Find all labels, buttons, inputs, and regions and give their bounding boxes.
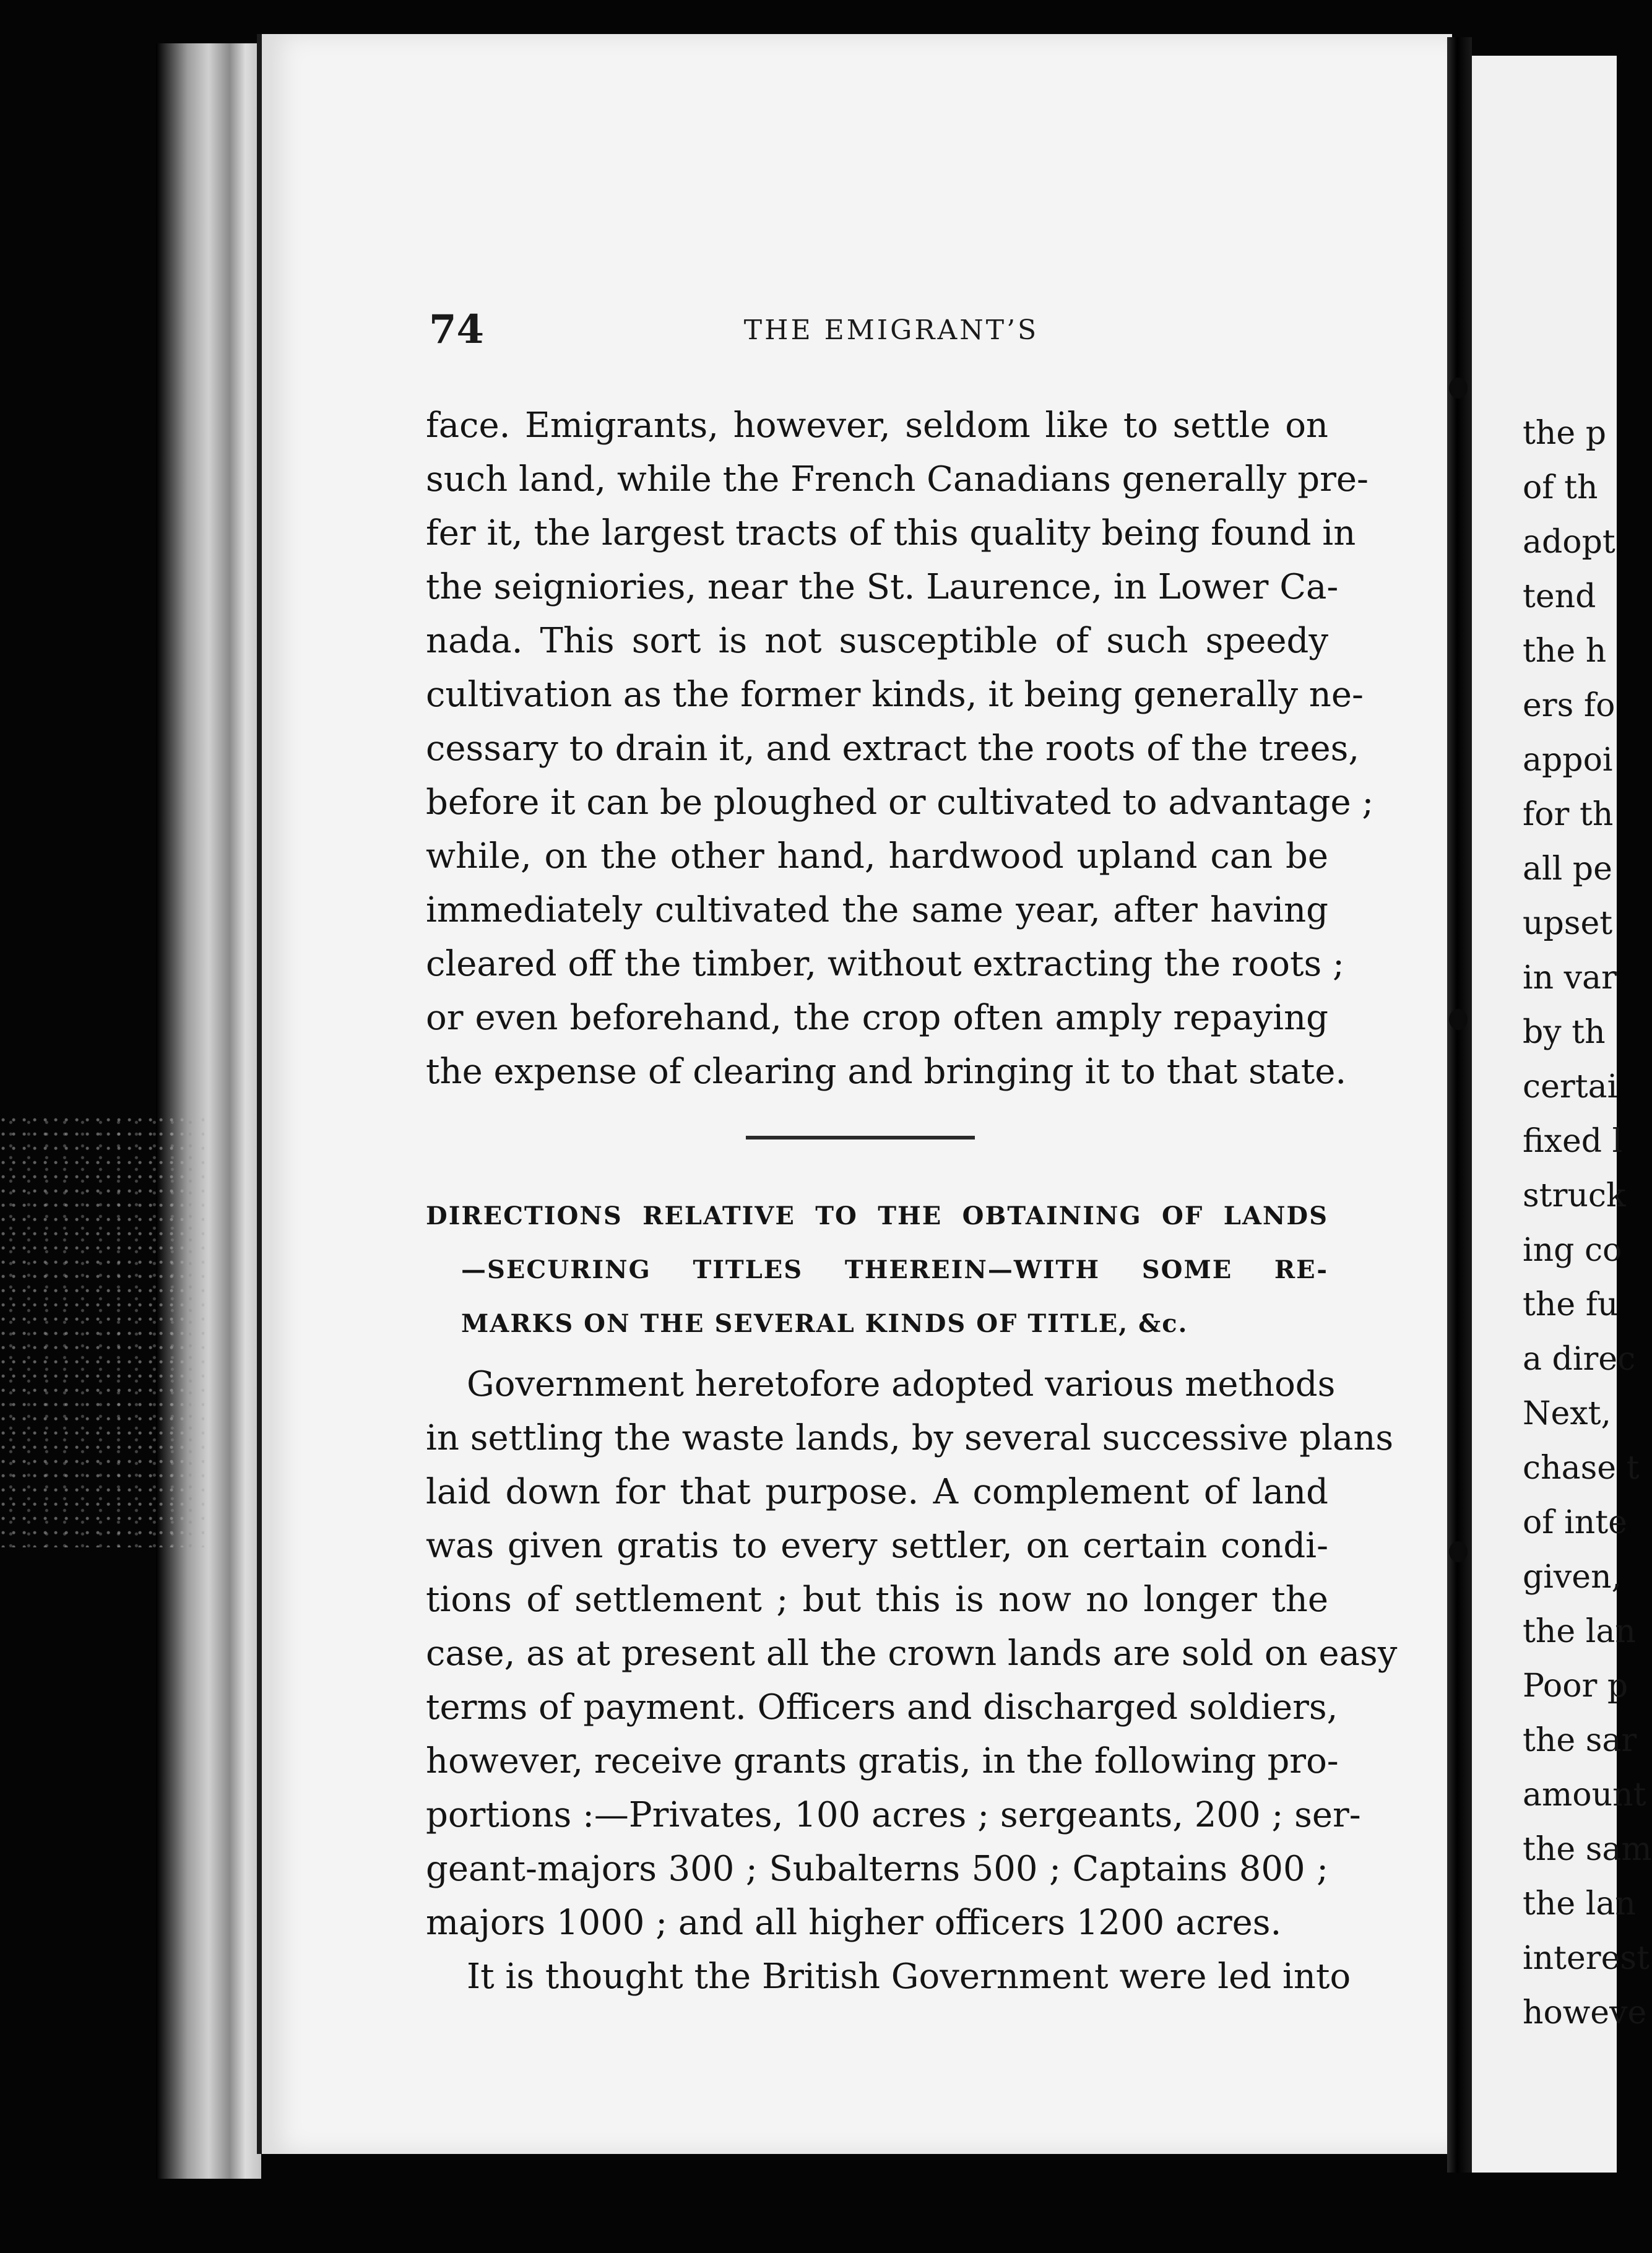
text-line: before it can be ploughed or cultivated to advantage ; bbox=[426, 782, 1374, 823]
right-text-fragment: fixed l bbox=[1523, 1123, 1623, 1160]
text-line: case, as at present all the crown lands are sold on easy bbox=[426, 1633, 1398, 1674]
right-text-fragment: in var bbox=[1523, 959, 1617, 997]
text-line: the seigniories, near the St. Laurence, in Lower Ca- bbox=[426, 567, 1339, 607]
text-line: laid down for that purpose. A complement of land bbox=[426, 1472, 1328, 1512]
right-text-fragment: struck bbox=[1523, 1177, 1626, 1214]
page-number: 74 bbox=[429, 306, 485, 353]
book-gutter bbox=[1447, 37, 1472, 2173]
right-text-fragment: ing co bbox=[1523, 1232, 1622, 1269]
text-line: majors 1000 ; and all higher officers 1200 acres. bbox=[426, 1903, 1282, 1943]
text-line: however, receive grants gratis, in the following pro- bbox=[426, 1741, 1339, 1781]
binding-stitch bbox=[1449, 1009, 1468, 1030]
section-divider bbox=[746, 1136, 975, 1139]
text-line: or even beforehand, the crop often amply repaying bbox=[426, 998, 1328, 1038]
right-text-fragment: the sam bbox=[1523, 1831, 1652, 1868]
text-line: such land, while the French Canadians generally pre- bbox=[426, 459, 1369, 499]
text-line: the expense of clearing and bringing it to that state. bbox=[426, 1052, 1347, 1092]
text-line: terms of payment. Officers and discharged soldiers, bbox=[426, 1687, 1338, 1728]
text-line: nada. This sort is not susceptible of such speedy bbox=[426, 621, 1328, 661]
text-line: Government heretofore adopted various methods bbox=[467, 1364, 1336, 1404]
right-text-fragment: of th bbox=[1523, 469, 1598, 506]
right-text-fragment: adopt bbox=[1523, 524, 1615, 561]
text-line: portions :—Privates, 100 acres ; sergeants, 200 ; ser- bbox=[426, 1795, 1361, 1835]
text-line: was given gratis to every settler, on certain condi- bbox=[426, 1526, 1328, 1566]
running-head: THE EMIGRANT’S bbox=[743, 314, 1039, 346]
text-line: face. Emigrants, however, seldom like to settle on bbox=[426, 405, 1328, 446]
text-line: geant-majors 300 ; Subalterns 500 ; Captains 800 ; bbox=[426, 1849, 1328, 1889]
section-heading-line: MARKS ON THE SEVERAL KINDS OF TITLE, &c. bbox=[461, 1309, 1188, 1338]
right-text-fragment: all pe bbox=[1523, 850, 1612, 888]
right-text-fragment: howeve bbox=[1523, 1994, 1647, 2031]
right-text-fragment: certai bbox=[1523, 1068, 1618, 1105]
text-line: cessary to drain it, and extract the roots of the trees, bbox=[426, 729, 1360, 769]
right-text-fragment: the lan bbox=[1523, 1613, 1636, 1650]
right-text-fragment: for th bbox=[1523, 796, 1614, 833]
right-text-fragment: chase t bbox=[1523, 1450, 1640, 1487]
right-text-fragment: ers fo bbox=[1523, 687, 1615, 724]
right-text-fragment: the sar bbox=[1523, 1722, 1637, 1759]
right-text-fragment: of inte bbox=[1523, 1504, 1627, 1541]
book-fore-edge bbox=[156, 43, 261, 2179]
text-line: cultivation as the former kinds, it being generally ne- bbox=[426, 675, 1364, 715]
right-text-fragment: upset bbox=[1523, 905, 1613, 942]
text-line: tions of settlement ; but this is now no longer the bbox=[426, 1580, 1328, 1620]
section-heading-line: DIRECTIONS RELATIVE TO THE OBTAINING OF LANDS bbox=[426, 1201, 1328, 1230]
right-text-fragment: a direc bbox=[1523, 1341, 1636, 1378]
text-line: while, on the other hand, hardwood upland can be bbox=[426, 836, 1328, 876]
text-line: cleared off the timber, without extracting the roots ; bbox=[426, 944, 1344, 984]
binding-stitch bbox=[1449, 378, 1468, 399]
text-line: It is thought the British Government were led into bbox=[467, 1957, 1351, 1997]
text-line: in settling the waste lands, by several successive plans bbox=[426, 1418, 1394, 1458]
right-text-fragment: Next, bbox=[1523, 1395, 1612, 1432]
text-line: fer it, the largest tracts of this quality being found in bbox=[426, 513, 1356, 553]
binding-stitch bbox=[1449, 1541, 1468, 1562]
right-text-fragment: the fu bbox=[1523, 1286, 1619, 1323]
right-text-fragment: given, bbox=[1523, 1559, 1622, 1596]
right-page-text-clip bbox=[1472, 56, 1652, 2173]
right-text-fragment: tend bbox=[1523, 578, 1596, 615]
right-text-fragment: amount bbox=[1523, 1776, 1646, 1814]
text-line: immediately cultivated the same year, after having bbox=[426, 890, 1328, 930]
scan-noise bbox=[0, 1114, 204, 1547]
section-heading-line: —SECURING TITLES THEREIN—WITH SOME RE- bbox=[461, 1255, 1328, 1284]
right-text-fragment: Poor p bbox=[1523, 1667, 1628, 1705]
right-text-fragment: interest bbox=[1523, 1940, 1650, 1977]
right-text-fragment: by th bbox=[1523, 1014, 1606, 1051]
right-text-fragment: the p bbox=[1523, 415, 1606, 452]
right-text-fragment: appoi bbox=[1523, 742, 1613, 779]
right-text-fragment: the lan bbox=[1523, 1885, 1636, 1922]
right-text-fragment: the h bbox=[1523, 633, 1607, 670]
